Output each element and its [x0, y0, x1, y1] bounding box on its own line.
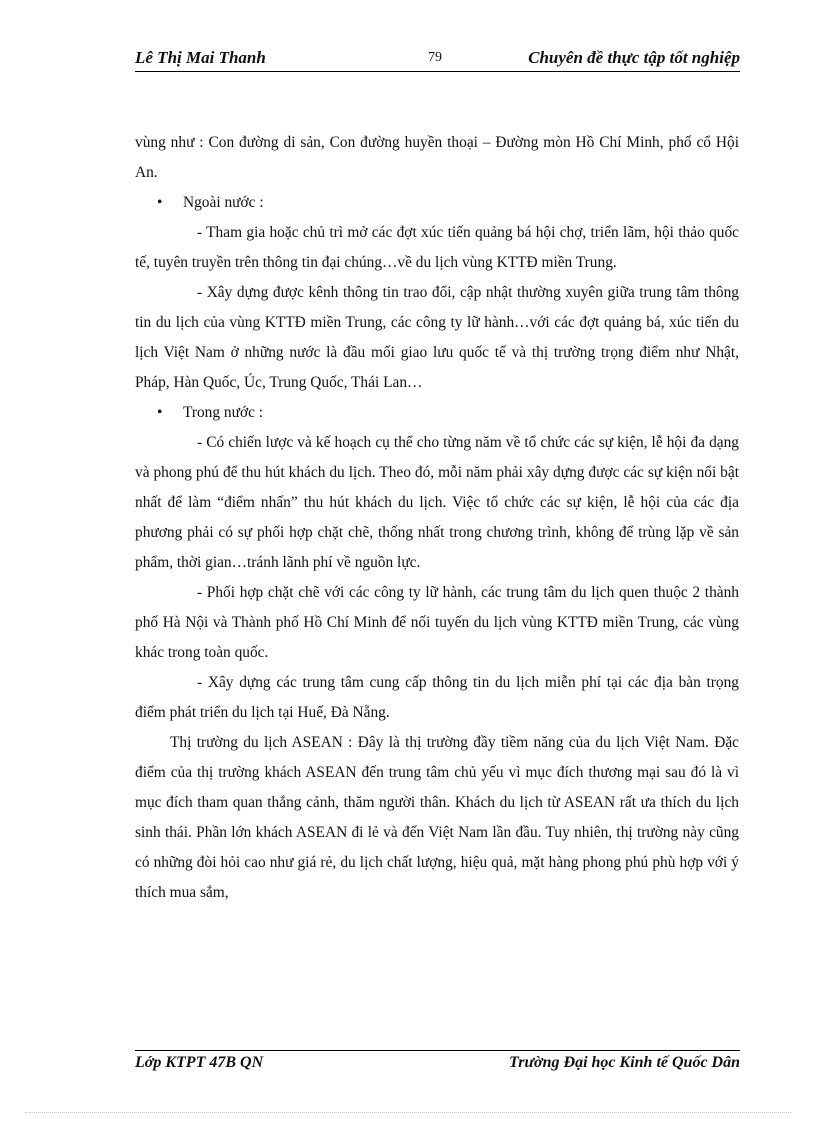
paragraph-2: - Tham gia hoặc chủ trì mở các đợt xúc tiến quảng bá hội chợ, triển lãm, hội thảo quốc tế, tuyên truyền trên thông tin đại chúng…về du lịch vùng KTTĐ miền Trung. [135, 224, 739, 271]
page-bottom-border [25, 1112, 791, 1113]
bullet-item-domestic [135, 398, 739, 428]
header-title: Chuyên đề thực tập tốt nghiệp [528, 48, 740, 67]
bullet-item-foreign [135, 188, 739, 218]
paragraph-6: - Xây dựng các trung tâm cung cấp thông tin du lịch miễn phí tại các địa bàn trọng điểm phát triển du lịch tại Huế, Đà Nẵng. [135, 674, 739, 721]
header-author: Lê Thị Mai Thanh [135, 48, 266, 67]
footer-class: Lớp KTPT 47B QN [135, 1054, 264, 1071]
paragraph-7: Thị trường du lịch ASEAN : Đây là thị trường đầy tiềm năng của du lịch Việt Nam. Đặc điểm của thị trường khách ASEAN đến trung tâm chủ yếu vì mục đích thương mại sau đó là vì mục đích tham quan thắng cảnh, thăm người thân. Khách du lịch từ ASEAN rất ưa thích du lịch sinh thái. Phần lớn khách ASEAN đi lẻ và đến Việt Nam lần đầu. Tuy nhiên, thị trường này cũng có những đòi hỏi cao như giá rẻ, du lịch chất lượng, hiệu quả, mặt hàng phong phú phù hợp với ý thích mua sắm, [135, 734, 739, 901]
bullet-dot-icon: • [157, 194, 163, 211]
bullet-label: Trong nước : [183, 404, 264, 421]
page-number: 79 [428, 50, 442, 65]
paragraph-4: - Có chiến lược và kế hoạch cụ thể cho từng năm về tổ chức các sự kiện, lễ hội đa dạng và phong phú để thu hút khách du lịch. Theo đó, mỗi năm phải xây dựng được các sự kiện nổi bật nhất để làm “điểm nhấn” thu hút khách du lịch. Việc tổ chức các sự kiện, lễ hội của các địa phương phải có sự phối hợp chặt chẽ, thống nhất trong chương trình, không để trùng lặp về sản phẩm, thời gian…tránh lãnh phí về nguồn lực. [135, 434, 739, 571]
page-footer [135, 1054, 740, 1080]
document-body [135, 128, 739, 908]
bullet-label: Ngoài nước : [183, 194, 264, 211]
page-header [135, 46, 740, 72]
paragraph-1: vùng như : Con đường di sản, Con đường huyền thoại – Đường mòn Hồ Chí Minh, phố cổ Hội An. [135, 134, 739, 181]
bullet-dot-icon: • [157, 404, 163, 421]
footer-university: Trường Đại học Kinh tế Quốc Dân [509, 1054, 740, 1071]
paragraph-5: - Phối hợp chặt chẽ với các công ty lữ hành, các trung tâm du lịch quen thuộc 2 thành phố Hà Nội và Thành phố Hồ Chí Minh để nối tuyến du lịch vùng KTTĐ miền Trung, các vùng khác trong toàn quốc. [135, 584, 739, 661]
paragraph-3: - Xây dựng được kênh thông tin trao đổi, cập nhật thường xuyên giữa trung tâm thông tin du lịch của vùng KTTĐ miền Trung, các công ty lữ hành…với các đợt quảng bá, xúc tiến du lịch Việt Nam ở những nước là đầu mối giao lưu quốc tế và thị trường trọng điểm như Nhật, Pháp, Hàn Quốc, Úc, Trung Quốc, Thái Lan… [135, 284, 739, 391]
header-rule [135, 71, 740, 72]
footer-rule [135, 1050, 740, 1051]
